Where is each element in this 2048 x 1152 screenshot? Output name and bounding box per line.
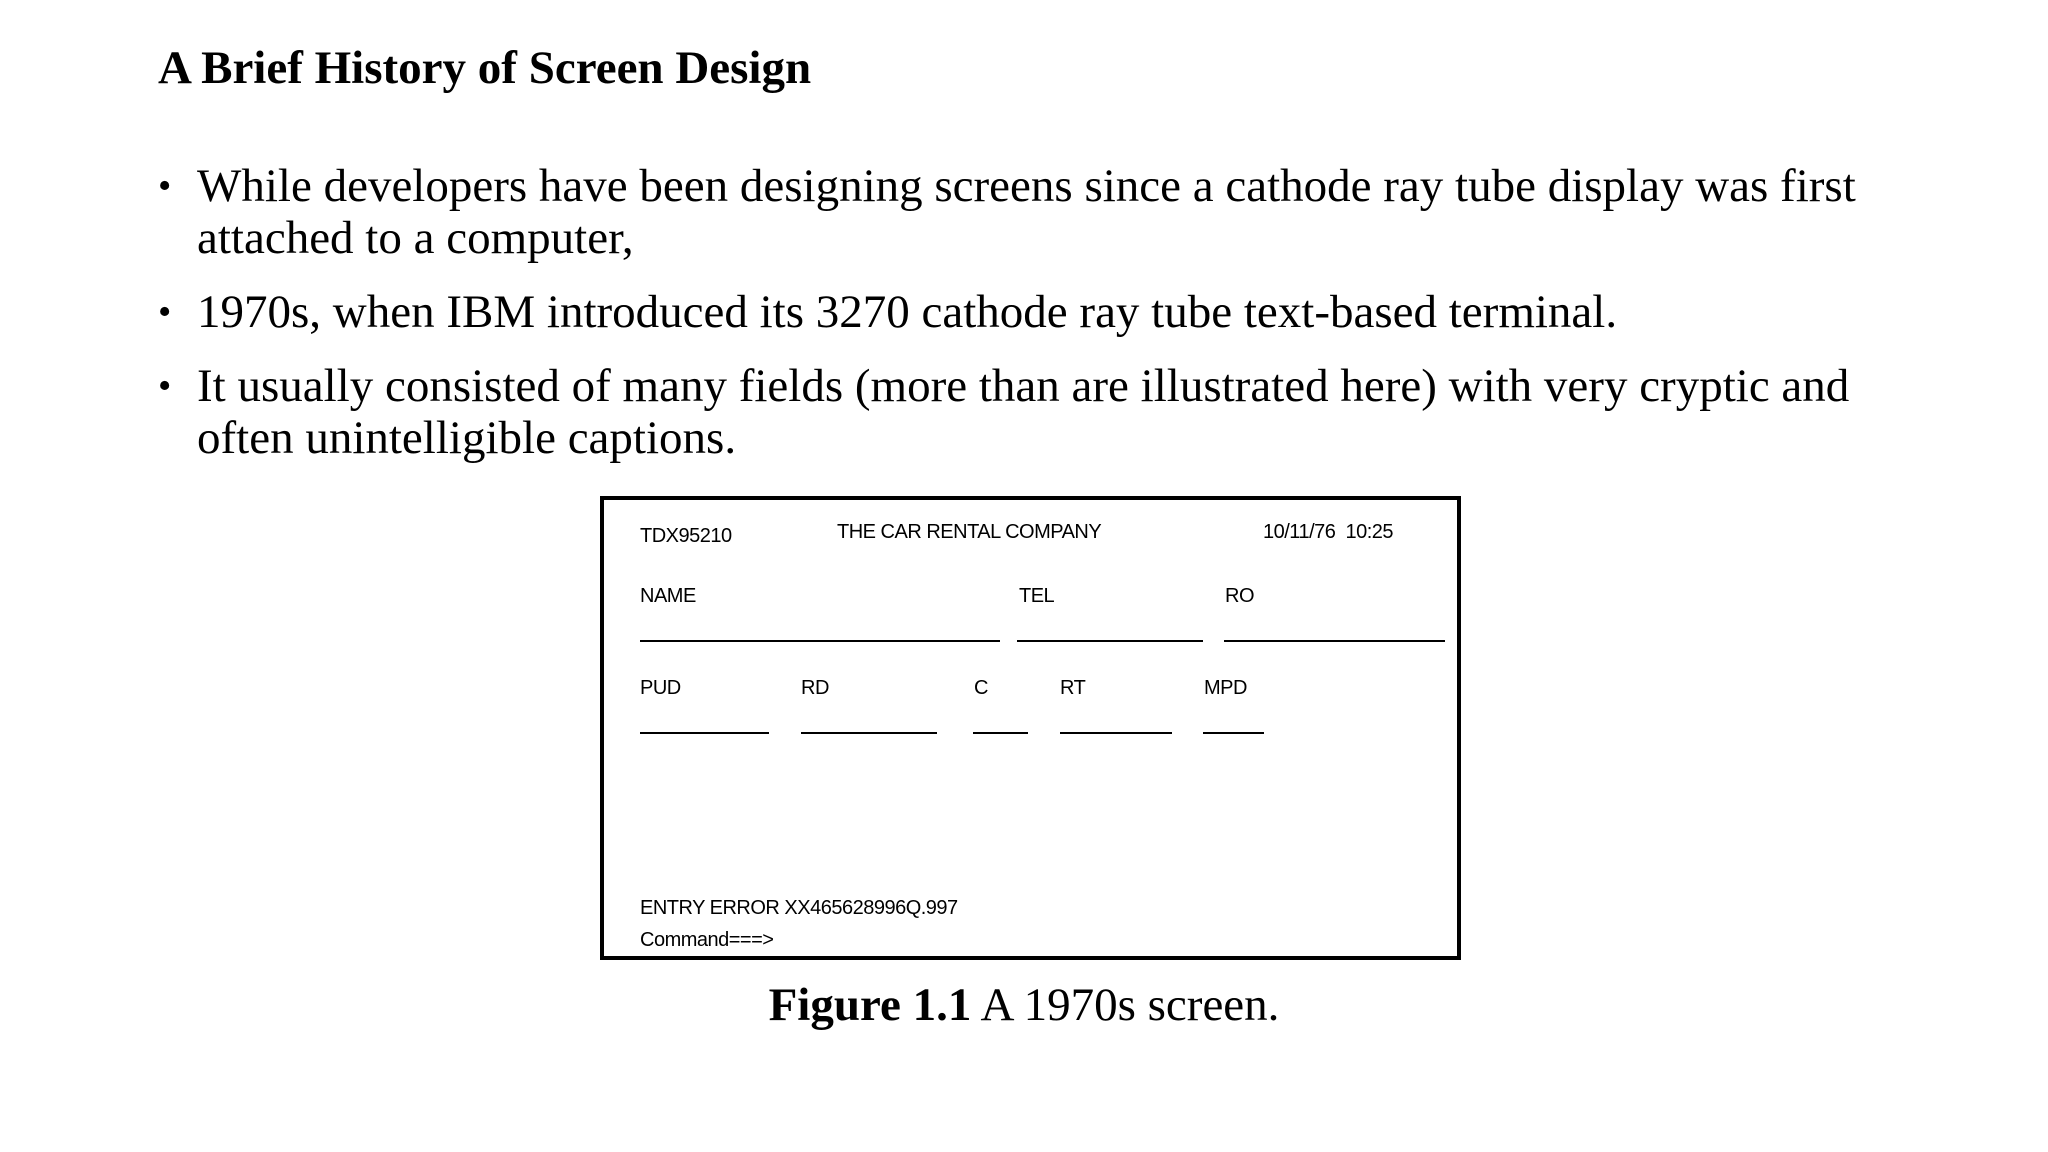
figure-caption xyxy=(0,977,2048,1033)
bullet-text: 1970s, when IBM introduced its 3270 cathode ray tube text-based terminal. xyxy=(197,286,1618,338)
terminal-label-ro: RO xyxy=(1225,585,1254,607)
terminal-field-underline xyxy=(640,732,769,734)
terminal-company-name: THE CAR RENTAL COMPANY xyxy=(837,521,1102,543)
terminal-label-tel: TEL xyxy=(1019,585,1055,607)
terminal-field-underline xyxy=(640,640,1000,642)
terminal-screen-figure xyxy=(600,496,1461,960)
terminal-field-underline xyxy=(1224,640,1445,642)
bullet-dot: • xyxy=(158,291,172,333)
bullet-list xyxy=(158,160,1878,486)
bullet-text: It usually consisted of many fields (more than are illustrated here) with very cryptic and often unintelligible captions. xyxy=(197,360,1850,464)
slide-title: A Brief History of Screen Design xyxy=(158,42,812,94)
figure-caption-label: Figure 1.1 xyxy=(768,979,972,1031)
terminal-label-mpd: MPD xyxy=(1204,677,1247,699)
bullet-item xyxy=(158,360,1878,464)
terminal-field-underline xyxy=(973,732,1028,734)
figure-caption-text: A 1970s screen. xyxy=(971,979,1280,1031)
terminal-field-underline xyxy=(1060,732,1172,734)
bullet-item xyxy=(158,160,1878,264)
terminal-label-c: C xyxy=(974,677,988,699)
terminal-datetime: 10/11/76 10:25 xyxy=(1263,521,1394,543)
bullet-dot: • xyxy=(158,365,172,407)
bullet-text: While developers have been designing screens since a cathode ray tube display was first attached to a computer, xyxy=(197,160,1856,264)
terminal-error-message: ENTRY ERROR XX465628996Q.997 xyxy=(640,897,958,919)
terminal-screen-id: TDX95210 xyxy=(640,525,732,547)
terminal-label-rt: RT xyxy=(1060,677,1086,699)
terminal-field-underline xyxy=(1203,732,1264,734)
bullet-dot: • xyxy=(158,165,172,207)
terminal-command-prompt: Command===> xyxy=(640,929,774,951)
terminal-label-name: NAME xyxy=(640,585,696,607)
terminal-field-underline xyxy=(801,732,937,734)
terminal-field-underline xyxy=(1017,640,1203,642)
terminal-label-pud: PUD xyxy=(640,677,681,699)
bullet-item xyxy=(158,286,1878,338)
terminal-label-rd: RD xyxy=(801,677,829,699)
